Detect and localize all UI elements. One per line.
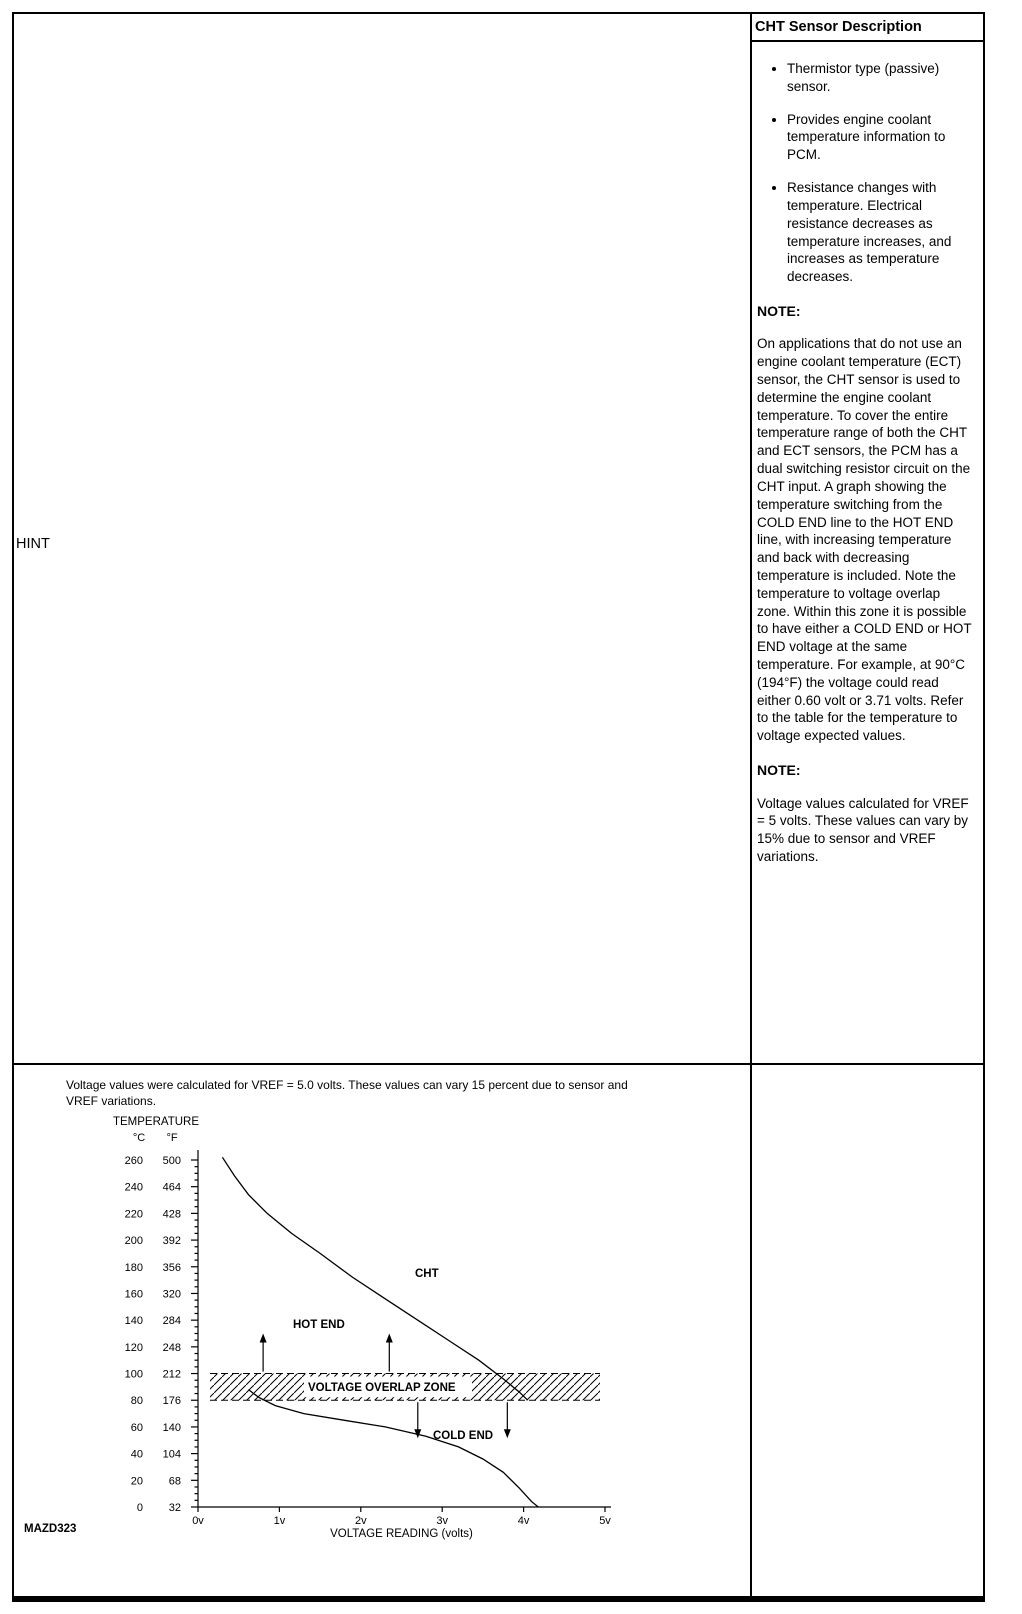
x-tick-label: 3v [436,1515,449,1527]
note-heading: NOTE: [757,302,801,319]
bullet-list [756,60,975,286]
empty-cell [750,1065,983,1596]
hint-cell [14,14,750,1063]
y-tick-label-c: 140 [124,1315,143,1328]
y-tick-label-f: 320 [162,1288,181,1301]
top-row [14,14,983,1063]
chart-panel [14,1065,750,1596]
cold-end-curve [249,1390,539,1507]
y-tick-label-c: 0 [136,1502,143,1514]
y-tick-label-c: 20 [130,1475,143,1488]
y-tick-label-f: 392 [162,1235,181,1248]
y-tick-label-f: 428 [162,1208,181,1221]
y-tick-label-f: 356 [162,1261,181,1274]
x-tick-label: 5v [599,1515,611,1527]
cold-end-label: COLD END [433,1430,494,1442]
y-tick-label-c: 220 [124,1208,143,1221]
y-tick-label-c: 100 [124,1368,143,1381]
y-tick-label-c: 80 [130,1395,143,1408]
document-page [12,12,985,1602]
y-tick-label-f: 284 [162,1315,181,1328]
note-paragraph: Voltage values calculated for VREF = 5 volts. These values can vary by 15% due to sensor and VREF variations. [757,795,969,864]
description-column [750,14,983,1063]
x-tick-label: 0v [192,1515,204,1527]
y-tick-label-f: 140 [162,1421,181,1434]
figure-code: MAZD323 [24,1523,77,1535]
y-tick-label-f: 464 [162,1181,181,1194]
y-tick-label-c: 160 [124,1288,143,1301]
y-tick-label-f: 176 [162,1395,181,1408]
x-axis-title: VOLTAGE READING (volts) [330,1528,473,1540]
y-tick-label-f: 104 [162,1448,181,1461]
y-tick-label-c: 180 [124,1261,143,1274]
note-paragraph: On applications that do not use an engine coolant temperature (ECT) sensor, the CHT sensor is used to determine the engine coolant temperature. To cover the entire temperature range of both the CHT and ECT sensors, the PCM has a dual switching resistor circuit on the CHT input. A graph showing the temperature switching from the COLD END line to the HOT END line, with increasing temperature and back with decreasing temperature is included. Note the temperature to voltage overlap zone. Within this zone it is possible to have either a COLD END or HOT END voltage at the same temperature. For example, at 90°C (194°F) the voltage could read either 0.60 volt or 3.71 volts. Refer to the table for the temperature to voltage expected values. [757,336,972,744]
bullet-item: • Thermistor type (passive) sensor. [787,60,975,96]
hot-end-label: HOT END [293,1319,345,1331]
y-tick-label-f: 212 [162,1368,181,1381]
chart-caption: Voltage values were calculated for VREF = 5.0 volts. These values can vary 15 percent due to sensor and VREF variations. [66,1078,628,1109]
hot-end-up-arrow-head [260,1334,267,1343]
temperature-voltage-chart [14,1065,750,1596]
y-tick-label-c: 240 [124,1181,143,1194]
y-unit-c-header: °C [132,1132,146,1144]
y-tick-label-f: 500 [162,1155,181,1167]
x-tick-label: 2v [354,1515,367,1527]
note-heading: NOTE: [757,762,801,779]
hot-end-up-arrow-head [386,1334,393,1343]
bullet-item: • Provides engine coolant temperature information to PCM. [787,111,975,164]
x-tick-label: 1v [273,1515,286,1527]
cold-end-down-arrow-head [504,1429,511,1438]
y-tick-label-c: 40 [130,1448,143,1461]
y-tick-label-c: 260 [124,1155,143,1167]
y-unit-f-header: °F [166,1132,178,1144]
y-tick-label-f: 32 [168,1502,181,1514]
section-title: CHT Sensor Description [752,14,983,42]
cht-curve-label: CHT [415,1268,439,1280]
y-tick-label-f: 248 [162,1341,181,1354]
description-body [752,42,983,866]
bottom-row [14,1063,983,1596]
y-tick-label-c: 120 [124,1341,143,1354]
y-tick-label-c: 60 [130,1421,143,1434]
y-tick-label-c: 200 [124,1235,143,1248]
y-axis-title: TEMPERATURE [112,1116,200,1128]
overlap-zone-label: VOLTAGE OVERLAP ZONE [308,1381,456,1394]
bullet-item: • Resistance changes with temperature. Electrical resistance decreases as temperature increases, and increases as temperature decreases. [787,179,975,286]
y-tick-label-f: 68 [168,1475,181,1488]
hint-label: HINT [16,536,50,552]
x-tick-label: 4v [517,1515,530,1527]
cht-hot-end-curve [222,1157,527,1400]
